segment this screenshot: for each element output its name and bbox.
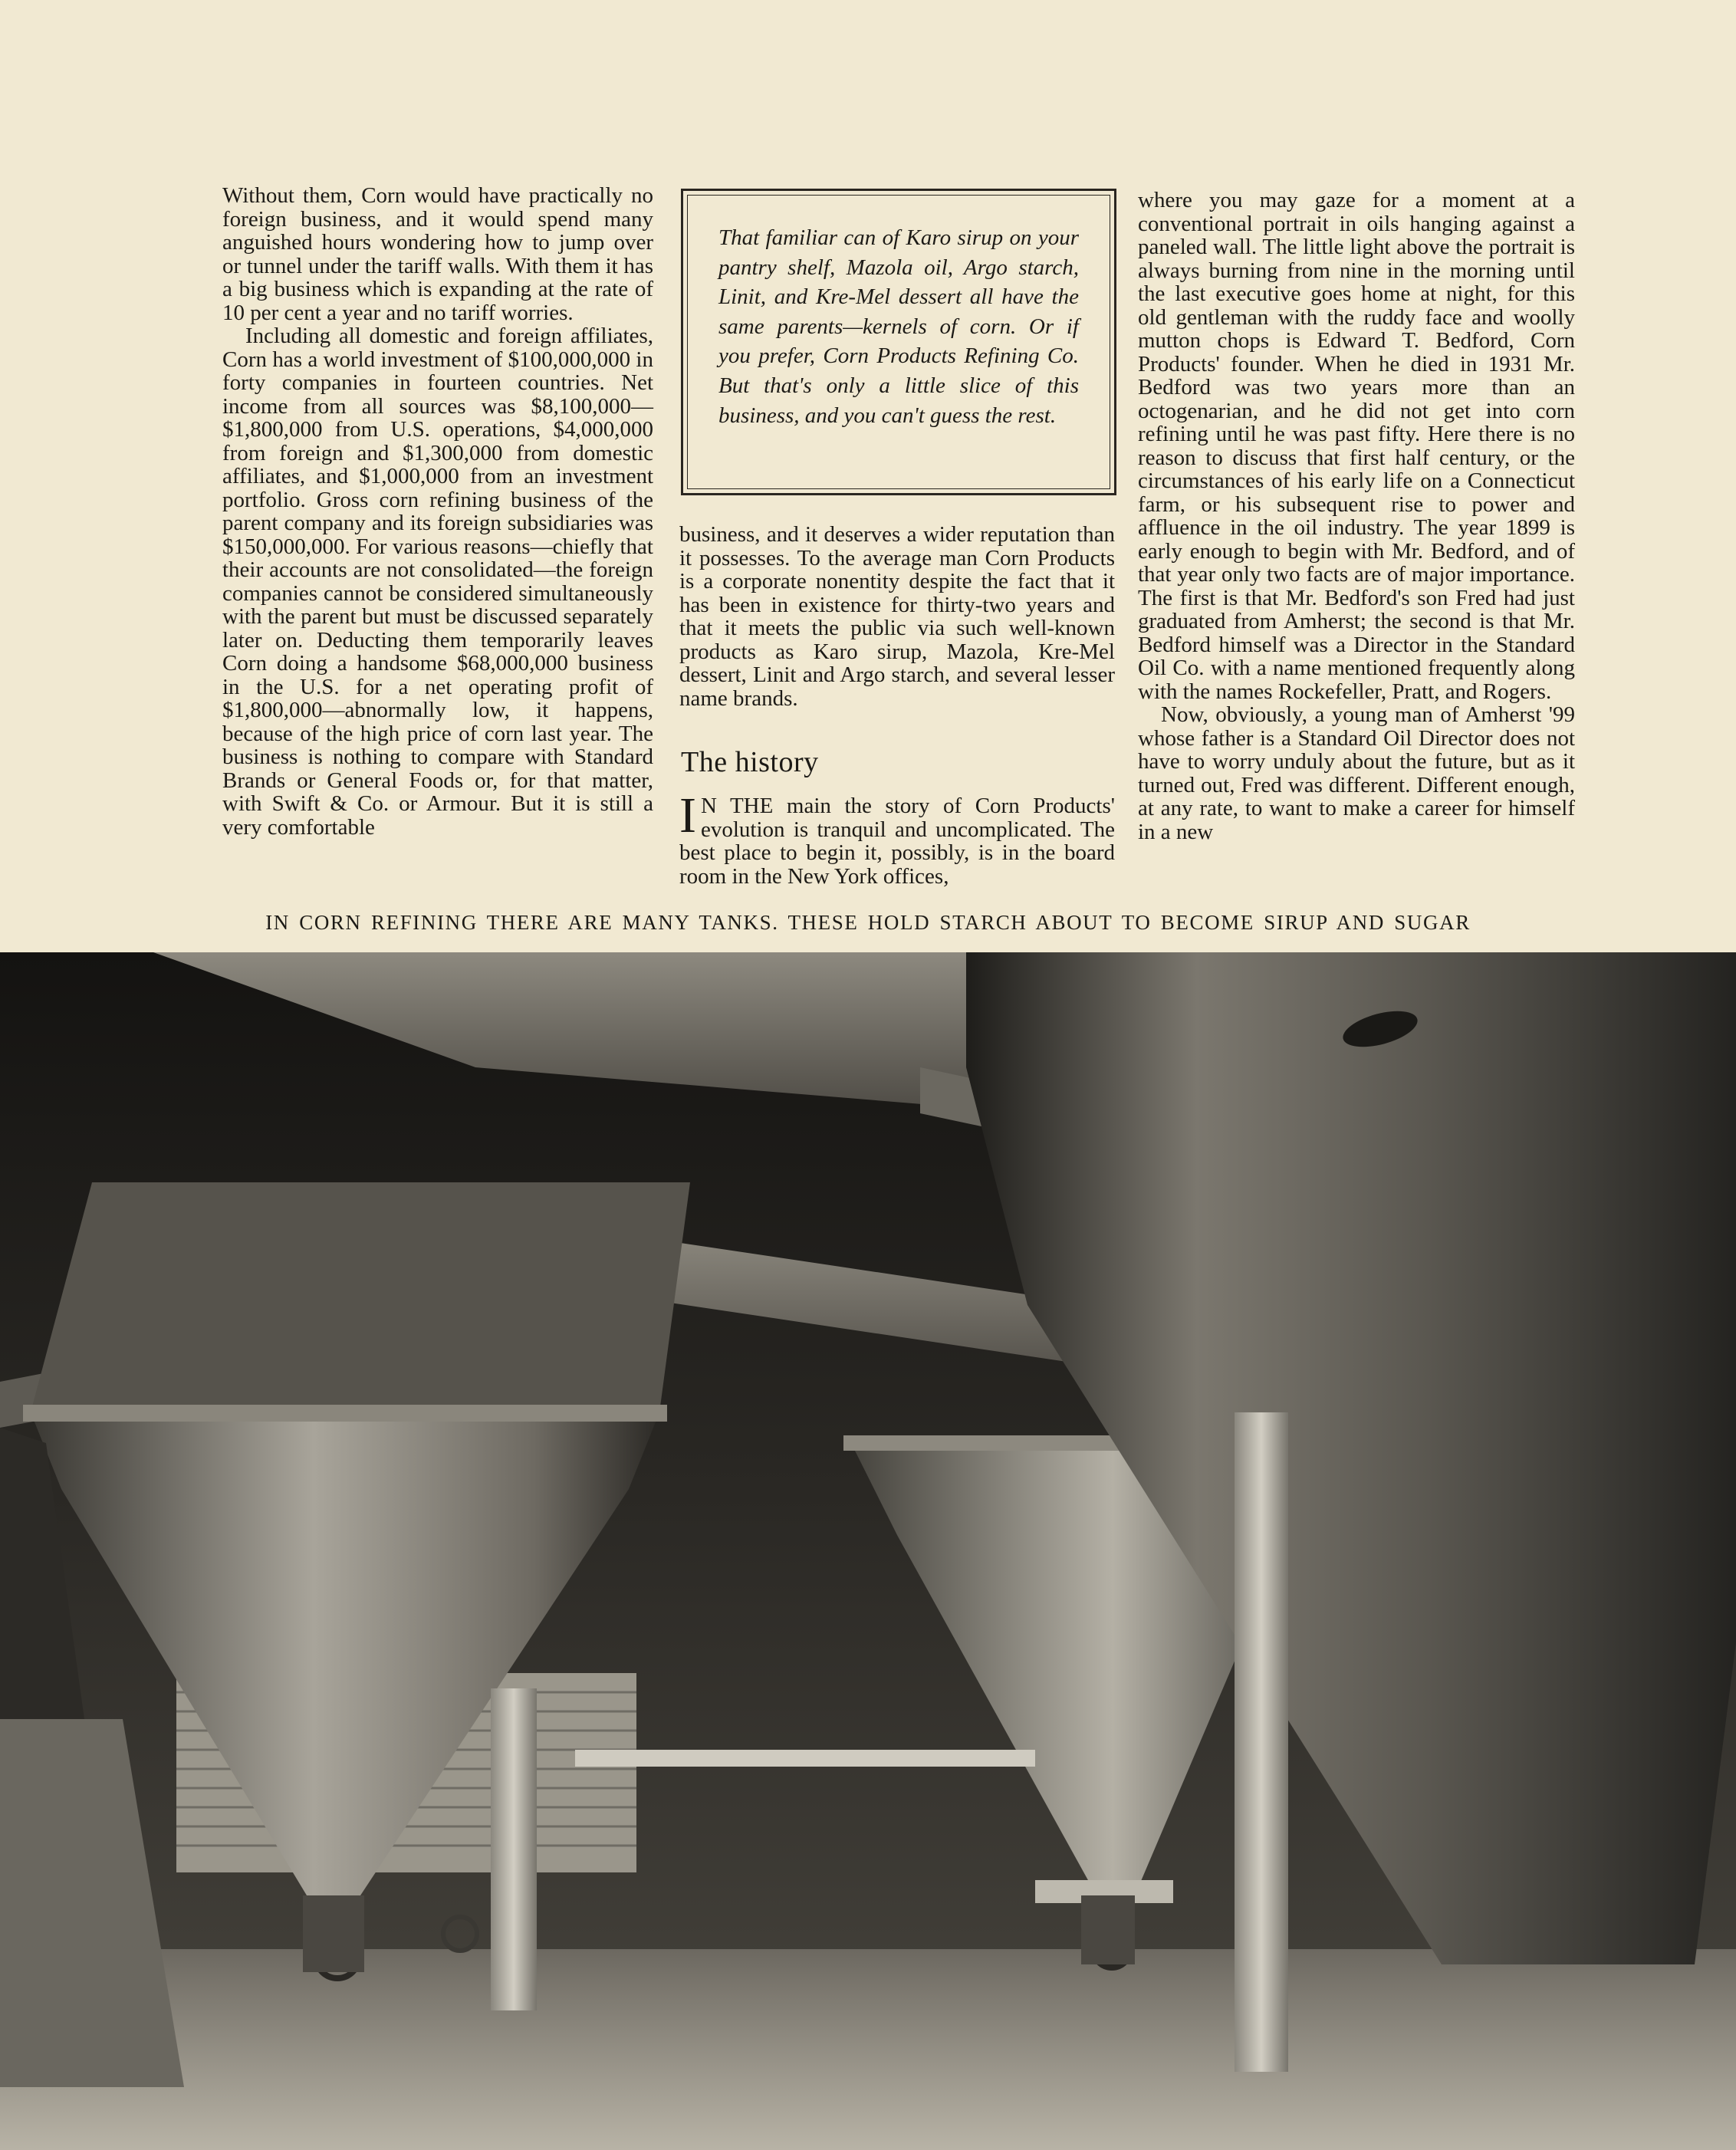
history-body: [679, 787, 1115, 889]
right-paragraph-1: where you may gaze for a moment at a conventional portrait in oils hanging against a paneled wall. The little light above the portrait is always burning from nine in the morning until the last executive goes home at night, for this old gentleman with the ruddy face and woolly mutton chops is Edward T. Bedford, Corn Products' founder. When he died in 1931 Mr. Bedford was two years more than an octogenarian, and he did not get into corn refining until he was past fifty. Here there is no reason to discuss that first half century, or the circumstances of his early life on a Connecticut farm, or his subsequent rise to power and affluence in the oil industry. The year 1899 is early enough to begin with Mr. Bedford, and of that year only two facts are of major importance. The first is that Mr. Bedford's son Fred had just graduated from Amherst; the second is that Mr. Bedford himself was a Director in the Standard Oil Co. with a name mentioned frequently along with the names Rockefeller, Pratt, and Rogers.: [1138, 188, 1575, 704]
section-heading: The history: [681, 746, 819, 778]
pull-quote-text: That familiar can of Karo sirup on your pantry shelf, Mazola oil, Argo starch, Linit, and Kre-Mel dessert all have the same parents—kernels of corn. Or if you prefer, Corn Products Refining Co. But that's only a little slice of this business, and you can't guess the rest.: [687, 195, 1110, 489]
history-text: N THE main the story of Corn Products' evolution is tranquil and uncomplicated. The best place to begin it, possibly, is in the board room in the New York offices,: [679, 794, 1115, 889]
right-paragraph-2: Now, obviously, a young man of Amherst '99 whose father is a Standard Oil Director does not have to worry unduly about the future, but as it turned out, Fred was different. Different enough, at any rate, to want to make a career for himself in a new: [1138, 702, 1575, 844]
left-column: [222, 184, 653, 839]
left-paragraph-1: Without them, Corn would have practically no foreign business, and it would spend many anguished hours wondering how to jump over or tunnel under the tariff walls. With them it has a big business which is expanding at the rate of 10 per cent a year and no tariff worries.: [222, 183, 653, 325]
pull-quote-box: [681, 189, 1116, 495]
middle-column: [679, 523, 1115, 710]
drop-cap: I: [679, 787, 696, 843]
middle-paragraph: business, and it deserves a wider reputation than it possesses. To the average man Corn Products is a corporate nonentity despite the fact that it has been in existence for thirty-two years and that it meets the public via such well-known products as Karo sirup, Mazola, Kre-Mel dessert, Linit and Argo starch, and several lesser name brands.: [679, 522, 1115, 711]
right-column: [1138, 189, 1575, 843]
corn-tanks-photo: [0, 952, 1736, 2150]
photo-caption: IN CORN REFINING THERE ARE MANY TANKS. THESE HOLD STARCH ABOUT TO BECOME SIRUP AND SUGAR: [265, 911, 1471, 934]
left-paragraph-2: Including all domestic and foreign affiliates, Corn has a world investment of $100,000,000 in forty companies in fourteen countries. Net income from all sources was $8,100,000—$1,800,000 from U.S. operations, $4,000,000 from foreign and $1,300,000 from domestic affiliates, and $1,000,000 from an investment portfolio. Gross corn refining business of the parent company and its foreign subsidiaries was $150,000,000. For various reasons—chiefly that their accounts are not consolidated—the foreign companies cannot be considered simultaneously with the parent but must be discussed separately later on. Deducting them temporarily leaves Corn doing a handsome $68,000,000 business in the U.S. for a net operating profit of $1,800,000—abnormally low, it happens, because of the high price of corn last year. The business is nothing to compare with Standard Brands or General Foods or, for that matter, with Swift & Co. or Armour. But it is still a very comfortable: [222, 324, 653, 840]
